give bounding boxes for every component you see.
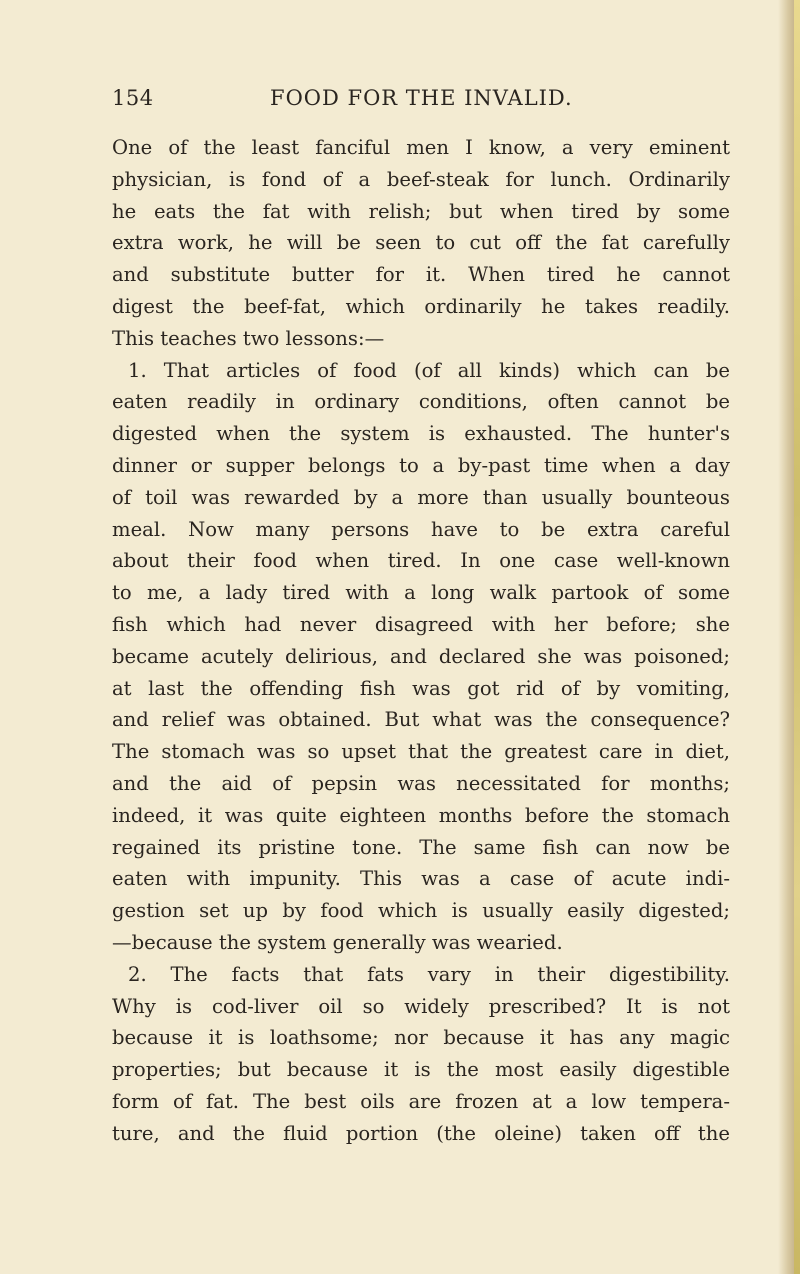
text-line: gestion set up by food which is usually easily digested; <box>112 899 730 923</box>
text-line: of toil was rewarded by a more than usually bounteous <box>112 485 730 509</box>
text-line: Why is cod-liver oil so widely prescribed? It is not <box>112 994 730 1018</box>
body-text <box>112 132 730 1150</box>
text-line: 1. That articles of food (of all kinds) which can be <box>128 358 730 382</box>
text-line: at last the offending fish was got rid of by vomiting, <box>112 676 730 700</box>
text-line: ture, and the fluid portion (the oleine) taken off the <box>112 1121 730 1145</box>
text-line: became acutely delirious, and declared she was poisoned; <box>112 644 730 668</box>
page-number: 154 <box>112 86 154 110</box>
running-title: FOOD FOR THE INVALID. <box>270 86 573 110</box>
text-line: One of the least fanciful men I know, a very eminent <box>112 136 730 159</box>
text-line: he eats the fat with relish; but when tired by some <box>112 199 730 223</box>
text-line: because it is loathsome; nor because it has any magic <box>112 1026 730 1050</box>
text-line: 2. The facts that fats vary in their digestibility. <box>128 962 730 986</box>
text-line: physician, is fond of a beef-steak for lunch. Ordinarily <box>112 167 730 191</box>
text-line: This teaches two lessons:— <box>112 326 385 350</box>
text-line: digested when the system is exhausted. The hunter's <box>112 422 730 446</box>
text-line: meal. Now many persons have to be extra careful <box>112 517 730 541</box>
text-line: and the aid of pepsin was necessitated for months; <box>112 771 730 795</box>
page-header <box>112 86 730 116</box>
text-line: extra work, he will be seen to cut off the fat carefully <box>112 231 730 255</box>
text-line: eaten readily in ordinary conditions, often cannot be <box>112 390 730 414</box>
text-line: and substitute butter for it. When tired he cannot <box>112 263 730 287</box>
text-line: fish which had never disagreed with her before; she <box>112 612 730 636</box>
text-line: The stomach was so upset that the greatest care in diet, <box>112 740 730 764</box>
text-line: to me, a lady tired with a long walk partook of some <box>112 581 730 605</box>
text-line: about their food when tired. In one case well-known <box>112 549 730 573</box>
text-line: regained its pristine tone. The same fish can now be <box>112 835 730 859</box>
text-line: and relief was obtained. But what was the consequence? <box>112 708 730 732</box>
text-line: digest the beef-fat, which ordinarily he takes readily. <box>112 294 730 318</box>
text-line: form of fat. The best oils are frozen at a low tempera- <box>112 1089 730 1113</box>
text-line: dinner or supper belongs to a by-past time when a day <box>112 453 730 477</box>
page-gilt-edge <box>794 0 800 1274</box>
text-line: properties; but because it is the most easily digestible <box>112 1058 730 1082</box>
text-line: eaten with impunity. This was a case of acute indi- <box>112 867 730 891</box>
text-line: —because the system generally was wearied. <box>112 930 563 954</box>
text-line: indeed, it was quite eighteen months before the stomach <box>112 803 730 827</box>
